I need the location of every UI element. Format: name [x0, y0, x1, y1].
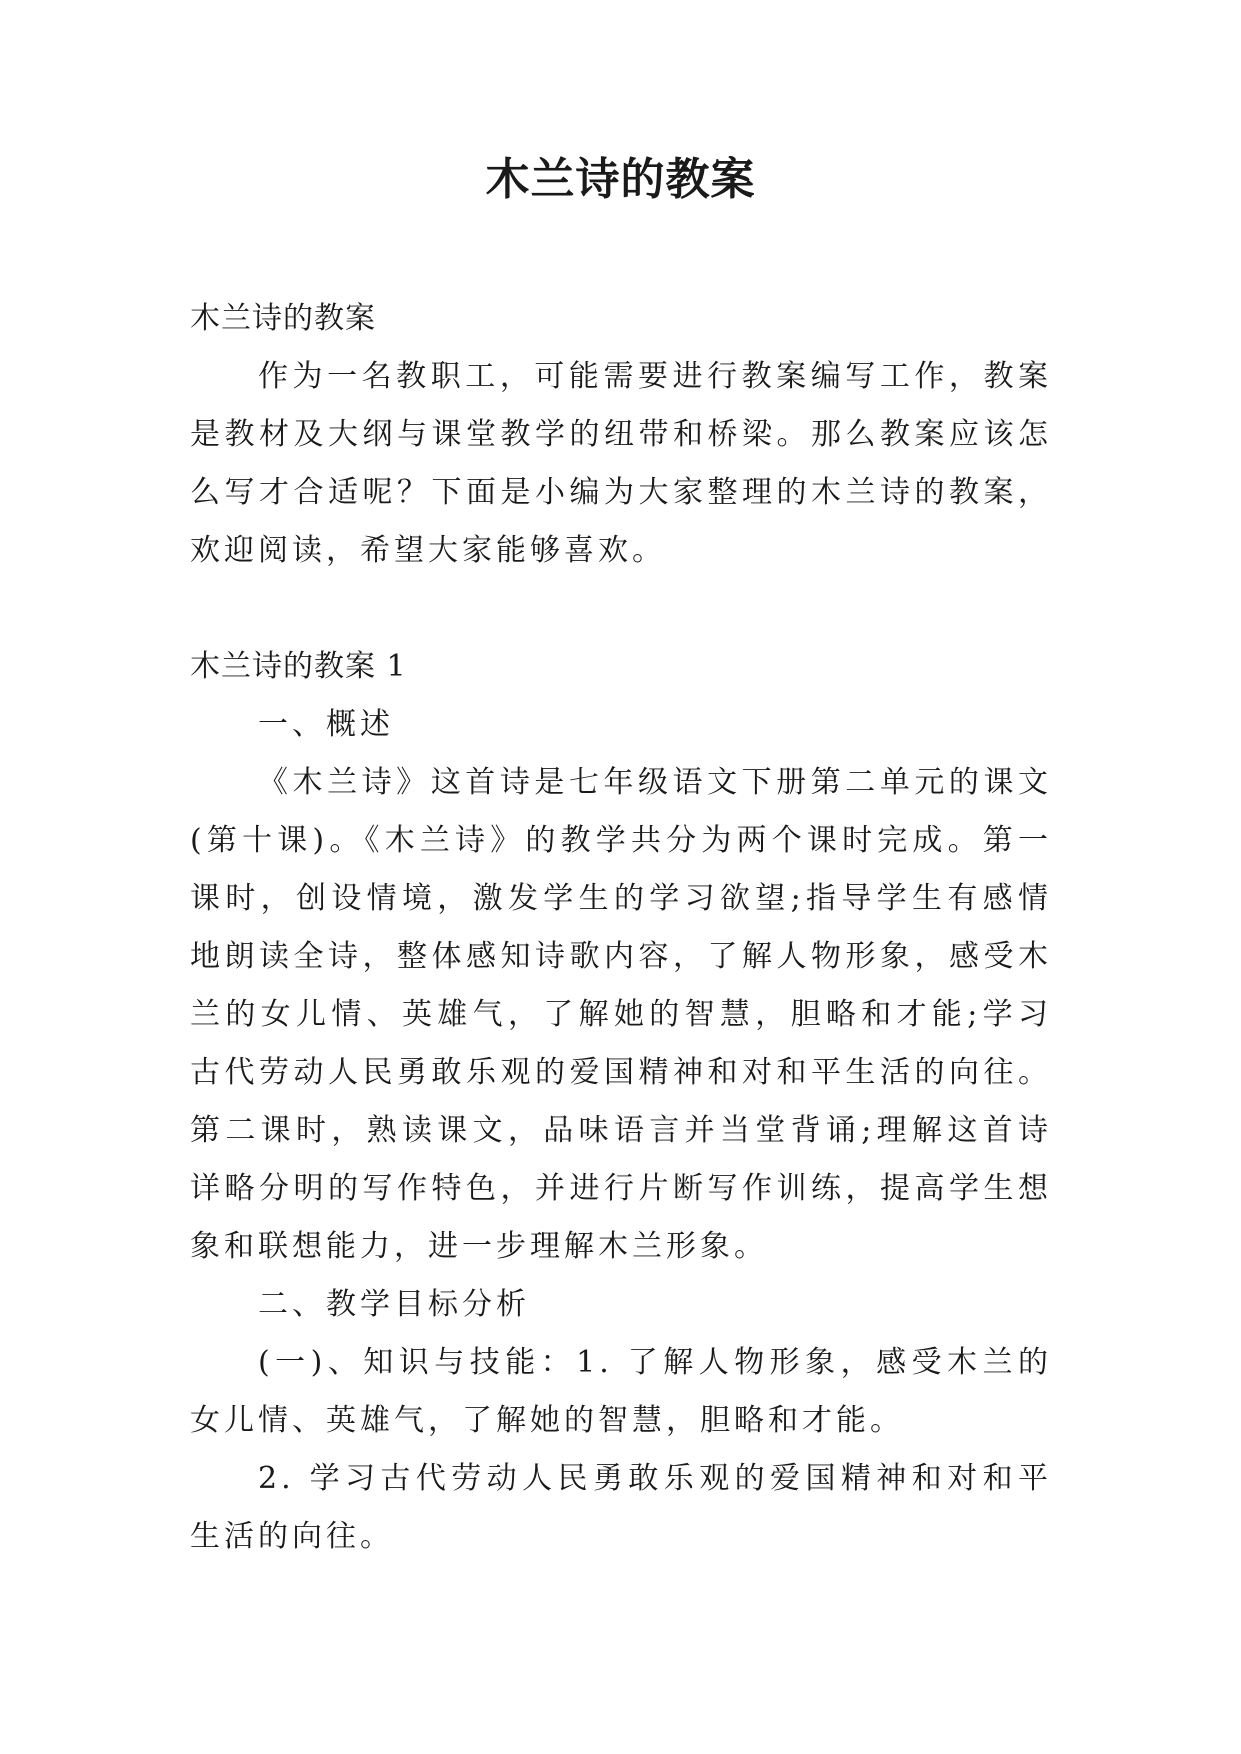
section-heading: 木兰诗的教案 1 — [190, 649, 407, 684]
document-body — [190, 290, 1052, 1566]
part2-title: 二、教学目标分析 — [258, 1287, 530, 1322]
goal-1-paragraph: (一)、知识与技能：1. 了解人物形象，感受木兰的女儿情、英雄气，了解她的智慧，胆略和才能。 — [190, 1345, 1052, 1438]
part1-paragraph: 《木兰诗》这首诗是七年级语文下册第二单元的课文(第十课)。《木兰诗》的教学共分为两个课时完成。第一课时，创设情境，激发学生的学习欲望;指导学生有感情地朗读全诗，整体感知诗歌内容，了解人物形象，感受木兰的女儿情、英雄气，了解她的智慧，胆略和才能;学习古代劳动人民勇敢乐观的爱国精神和对和平生活的向往。第二课时，熟读课文，品味语言并当堂背诵;理解这首诗详略分明的写作特色，并进行片断写作训练，提高学生想象和联想能力，进一步理解木兰形象。 — [190, 765, 1052, 1264]
intro-paragraph: 作为一名教职工，可能需要进行教案编写工作，教案是教材及大纲与课堂教学的纽带和桥梁。那么教案应该怎么写才合适呢？下面是小编为大家整理的木兰诗的教案，欢迎阅读，希望大家能够喜欢。 — [190, 359, 1052, 568]
subtitle: 木兰诗的教案 — [190, 301, 376, 336]
goal-2-paragraph: 2. 学习古代劳动人民勇敢乐观的爱国精神和对和平生活的向往。 — [190, 1461, 1052, 1554]
part1-title: 一、概述 — [258, 707, 394, 742]
document-title: 木兰诗的教案 — [485, 154, 756, 205]
